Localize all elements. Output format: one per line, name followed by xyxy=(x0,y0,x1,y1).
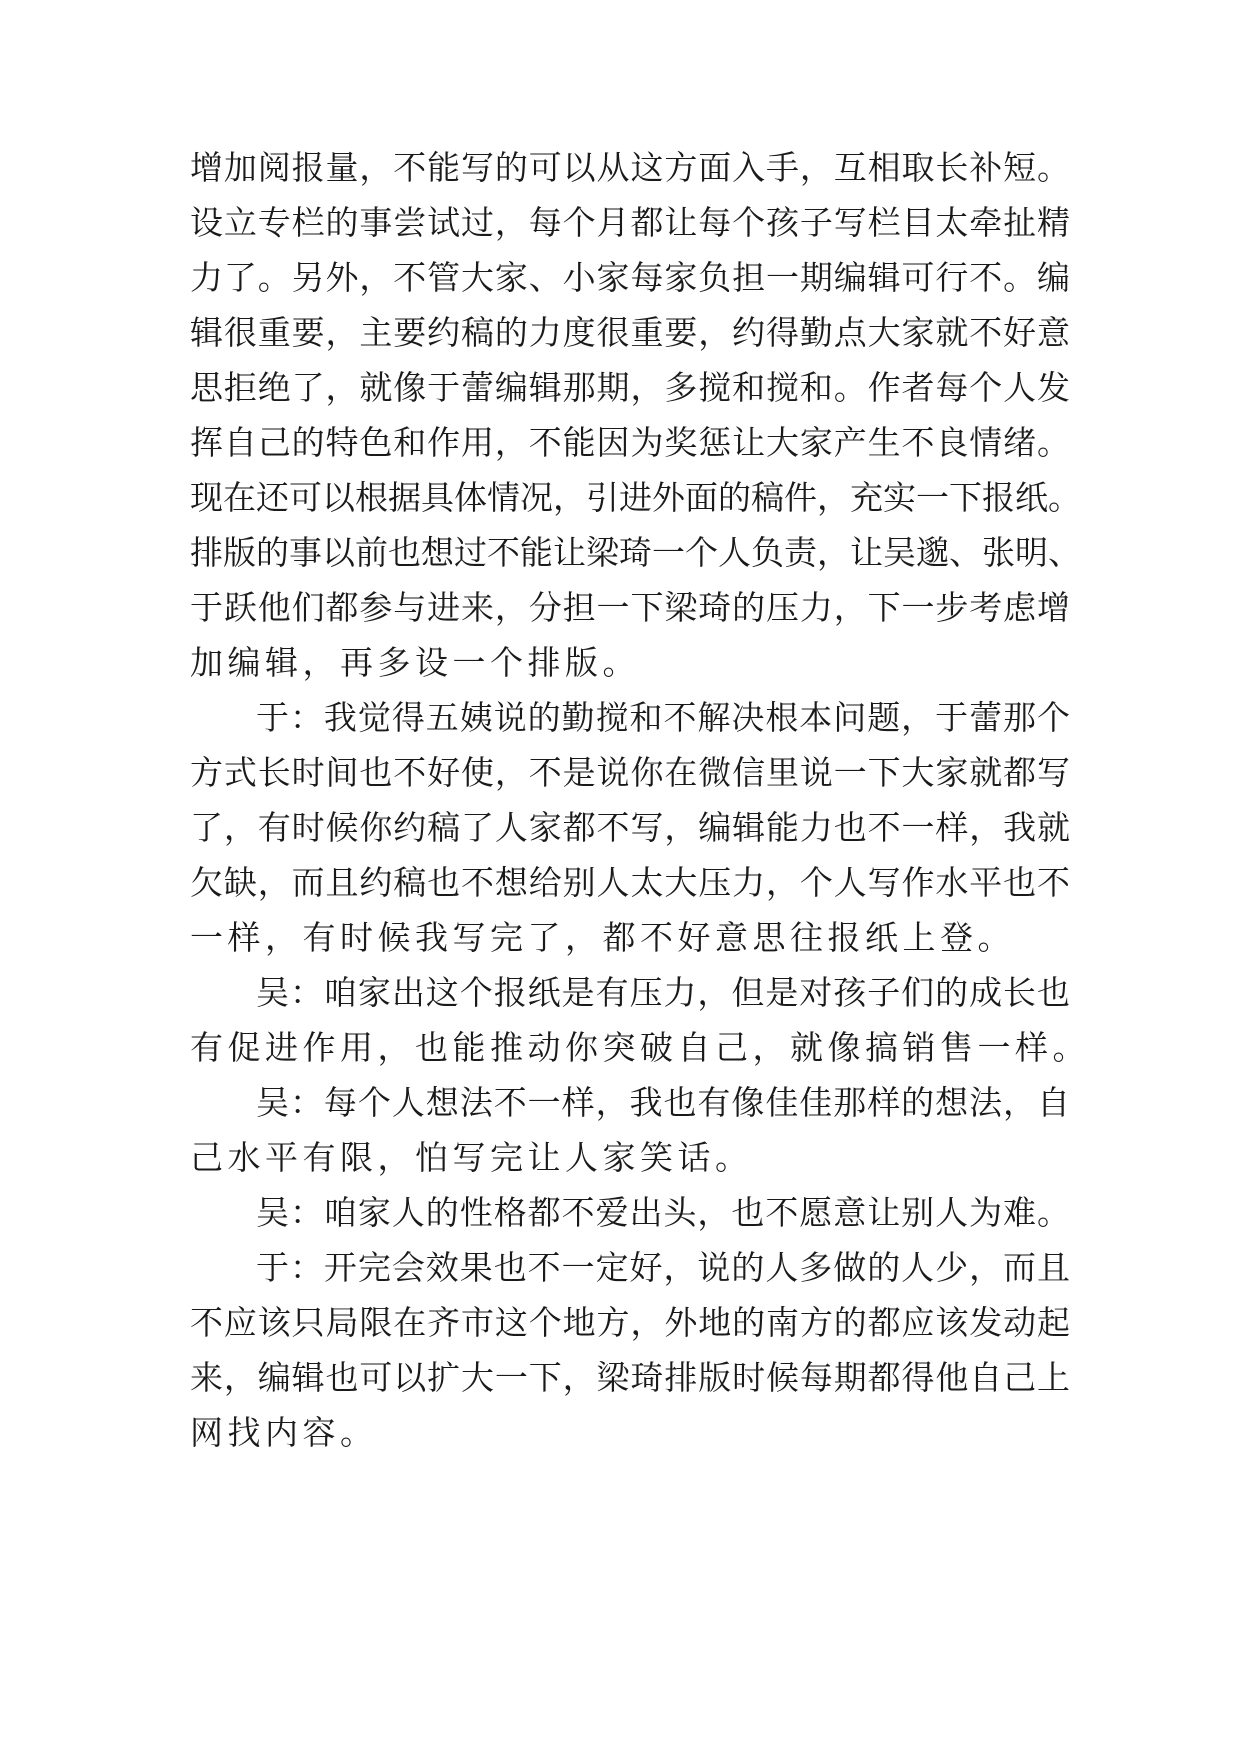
text-line: 网找内容。 xyxy=(190,1413,378,1452)
text-line: 有促进作用，也能推动你突破自己，就像搞销售一样。 xyxy=(190,1028,1090,1067)
text-line: 于跃他们都参与进来，分担一下梁琦的压力，下一步考虑增 xyxy=(190,588,1070,627)
text-line: 来，编辑也可以扩大一下，梁琦排版时候每期都得他自己上 xyxy=(190,1358,1070,1397)
text-line: 增加阅报量，不能写的可以从这方面入手，互相取长补短。 xyxy=(190,148,1070,187)
paragraph-first-line: 于：开完会效果也不一定好，说的人多做的人少，而且 xyxy=(256,1248,1070,1287)
text-line: 方式长时间也不好使，不是说你在微信里说一下大家就都写 xyxy=(190,753,1070,792)
text-line: 思拒绝了，就像于蕾编辑那期，多搅和搅和。作者每个人发 xyxy=(190,368,1070,407)
text-line: 现在还可以根据具体情况，引进外面的稿件，充实一下报纸。 xyxy=(190,478,1081,517)
text-line: 一样，有时候我写完了，都不好意思往报纸上登。 xyxy=(190,918,1015,957)
text-line: 设立专栏的事尝试过，每个月都让每个孩子写栏目太牵扯精 xyxy=(190,203,1070,242)
text-line: 加编辑，再多设一个排版。 xyxy=(190,643,640,682)
text-line: 辑很重要，主要约稿的力度很重要，约得勤点大家就不好意 xyxy=(190,313,1070,352)
paragraph-first-line: 于：我觉得五姨说的勤搅和不解决根本问题，于蕾那个 xyxy=(256,698,1070,737)
text-line: 排版的事以前也想过不能让梁琦一个人负责，让吴邈、张明、 xyxy=(190,533,1081,572)
text-line: 挥自己的特色和作用，不能因为奖惩让大家产生不良情绪。 xyxy=(190,423,1070,462)
text-line: 力了。另外，不管大家、小家每家负担一期编辑可行不。编 xyxy=(190,258,1070,297)
paragraph-first-line: 吴：咱家出这个报纸是有压力，但是对孩子们的成长也 xyxy=(256,973,1070,1012)
text-line: 不应该只局限在齐市这个地方，外地的南方的都应该发动起 xyxy=(190,1303,1070,1342)
text-line: 己水平有限，怕写完让人家笑话。 xyxy=(190,1138,753,1177)
text-line: 欠缺，而且约稿也不想给别人太大压力，个人写作水平也不 xyxy=(190,863,1070,902)
text-line: 了，有时候你约稿了人家都不写，编辑能力也不一样，我就 xyxy=(190,808,1070,847)
paragraph-first-line: 吴：咱家人的性格都不爱出头，也不愿意让别人为难。 xyxy=(256,1193,1070,1232)
paragraph-first-line: 吴：每个人想法不一样，我也有像佳佳那样的想法，自 xyxy=(256,1083,1070,1122)
